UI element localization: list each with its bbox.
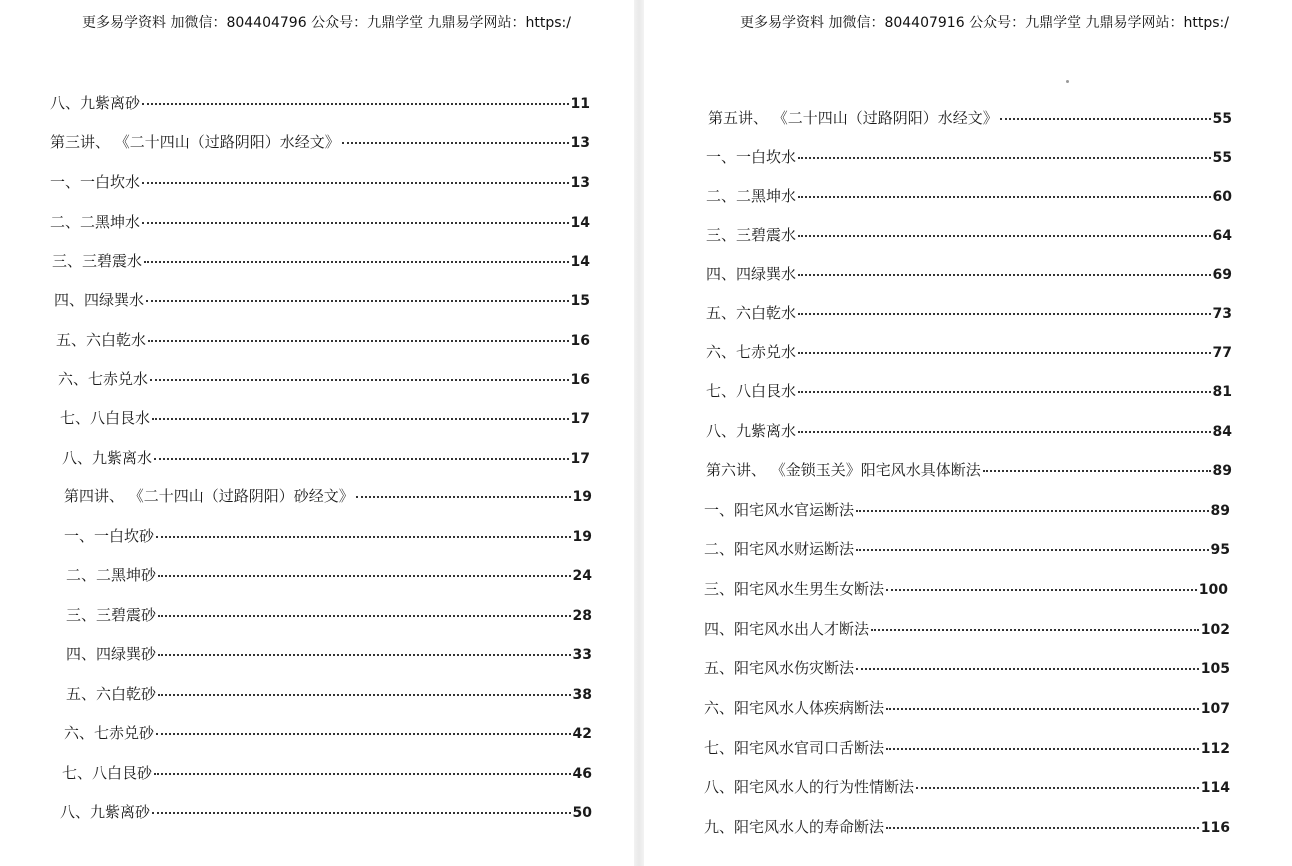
toc-entry [60,801,592,825]
toc-leader-dots [158,654,571,656]
toc-leader-dots [916,787,1199,789]
toc-entry-page-number: 19 [572,489,592,505]
scan-speck [1066,80,1069,83]
toc-entry-page-number: 24 [572,568,592,584]
toc-leader-dots [798,235,1211,237]
toc-entry-title: 六、七赤兑水 [58,370,149,388]
toc-entry-page-number: 17 [570,451,590,467]
toc-entry-page-number: 42 [572,726,592,742]
toc-entry-title: 四、四绿巽水 [54,291,145,309]
right-page-header: 更多易学资料 加微信：804407916 公众号：九鼎学堂 九鼎易学网站：https:/ [740,15,1229,31]
toc-entry-page-number: 17 [570,411,590,427]
toc-leader-dots [158,694,571,696]
toc-entry [704,816,1230,840]
toc-leader-dots [886,708,1199,710]
toc-entry-page-number: 89 [1210,503,1230,519]
toc-entry-page-number: 13 [570,175,590,191]
toc-leader-dots [152,812,571,814]
toc-entry-page-number: 107 [1200,701,1230,717]
toc-entry [60,407,590,431]
toc-entry [708,107,1232,131]
toc-entry [64,525,592,549]
toc-entry-title: 四、阳宅风水出人才断法 [704,620,870,638]
toc-leader-dots [142,103,569,105]
toc-entry-title: 三、三碧震砂 [66,606,157,624]
toc-leader-dots [798,157,1211,159]
toc-entry [706,341,1232,365]
toc-entry-title: 七、八白艮水 [706,382,797,400]
toc-entry [704,538,1230,562]
toc-leader-dots [798,352,1211,354]
toc-entry-title: 四、四绿巽水 [706,265,797,283]
toc-entry [50,171,590,195]
toc-leader-dots [798,313,1211,315]
toc-leader-dots [856,549,1209,551]
toc-entry-title: 六、七赤兑砂 [64,724,155,742]
toc-entry [706,459,1232,483]
toc-entry-page-number: 116 [1200,820,1230,836]
toc-entry-title: 八、九紫离水 [706,422,797,440]
toc-entry-title: 第六讲、 《金锁玉关》阳宅风水具体断法 [706,461,981,479]
toc-leader-dots [798,431,1211,433]
toc-entry-page-number: 15 [570,293,590,309]
toc-entry-page-number: 11 [570,96,590,112]
toc-entry-title: 第五讲、 《二十四山（过路阴阳）水经文》 [708,109,998,127]
toc-entry-title: 八、九紫离砂 [60,803,151,821]
toc-entry [704,697,1230,721]
toc-leader-dots [1000,118,1211,120]
toc-leader-dots [886,827,1199,829]
toc-entry-title: 六、七赤兑水 [706,343,797,361]
toc-leader-dots [342,142,569,144]
toc-entry-page-number: 69 [1212,267,1232,283]
toc-entry-title: 五、六白乾水 [56,331,147,349]
toc-entry-title: 五、阳宅风水伤灾断法 [704,659,855,677]
toc-entry-title: 七、阳宅风水官司口舌断法 [704,739,885,757]
toc-entry-page-number: 19 [572,529,592,545]
left-page [0,0,636,866]
toc-entry [706,224,1232,248]
toc-entry [706,146,1232,170]
toc-entry-page-number: 77 [1212,345,1232,361]
toc-entry-page-number: 100 [1198,582,1228,598]
toc-entry [50,211,590,235]
toc-entry-page-number: 55 [1212,111,1232,127]
toc-entry [50,92,590,116]
toc-entry-title: 二、二黑坤砂 [66,566,157,584]
toc-entry [706,380,1232,404]
toc-entry [62,762,592,786]
toc-entry-title: 四、四绿巽砂 [66,645,157,663]
toc-leader-dots [356,496,571,498]
toc-leader-dots [798,274,1211,276]
toc-entry-page-number: 102 [1200,622,1230,638]
toc-leader-dots [146,300,569,302]
toc-entry-page-number: 84 [1212,424,1232,440]
toc-entry-page-number: 95 [1210,542,1230,558]
toc-entry-title: 五、六白乾砂 [66,685,157,703]
toc-entry-page-number: 105 [1200,661,1230,677]
toc-entry-title: 七、八白艮砂 [62,764,153,782]
toc-entry-page-number: 38 [572,687,592,703]
left-toc-list [0,0,636,866]
toc-leader-dots [886,589,1197,591]
toc-entry [64,485,592,509]
toc-entry [704,776,1230,800]
toc-entry-page-number: 46 [572,766,592,782]
toc-entry [58,368,590,392]
toc-entry-page-number: 112 [1200,741,1230,757]
toc-entry [704,657,1230,681]
toc-entry [52,250,590,274]
toc-leader-dots [156,733,571,735]
toc-entry-title: 三、阳宅风水生男生女断法 [704,580,885,598]
right-toc-list [644,0,1292,866]
toc-leader-dots [871,629,1199,631]
toc-entry-title: 三、三碧震水 [706,226,797,244]
toc-entry-title: 六、阳宅风水人体疾病断法 [704,699,885,717]
toc-leader-dots [158,575,571,577]
toc-entry-page-number: 13 [570,135,590,151]
toc-entry-title: 一、阳宅风水官运断法 [704,501,855,519]
toc-entry-page-number: 89 [1212,463,1232,479]
toc-entry [706,302,1232,326]
toc-entry-page-number: 14 [570,254,590,270]
toc-leader-dots [148,340,569,342]
toc-entry [704,499,1230,523]
toc-leader-dots [154,773,571,775]
toc-entry-page-number: 16 [570,372,590,388]
toc-entry-title: 第四讲、 《二十四山（过路阴阳）砂经文》 [64,487,354,505]
toc-entry [66,643,592,667]
toc-entry [54,289,590,313]
toc-entry [706,263,1232,287]
toc-entry-page-number: 81 [1212,384,1232,400]
toc-entry [66,564,592,588]
toc-entry-title: 九、阳宅风水人的寿命断法 [704,818,885,836]
toc-entry-page-number: 60 [1212,189,1232,205]
toc-leader-dots [154,458,569,460]
toc-entry-title: 二、阳宅风水财运断法 [704,540,855,558]
toc-entry-title: 二、二黑坤水 [706,187,797,205]
toc-leader-dots [156,536,571,538]
toc-entry [64,722,592,746]
toc-entry-page-number: 14 [570,215,590,231]
toc-entry [50,131,590,155]
toc-entry-title: 第三讲、 《二十四山（过路阴阳）水经文》 [50,133,340,151]
toc-entry-title: 一、一白坎水 [50,173,141,191]
toc-entry [66,604,592,628]
toc-entry-title: 五、六白乾水 [706,304,797,322]
toc-leader-dots [158,615,571,617]
toc-entry [706,185,1232,209]
toc-entry [66,683,592,707]
right-page [644,0,1292,866]
toc-entry-title: 三、三碧震水 [52,252,143,270]
toc-entry-page-number: 73 [1212,306,1232,322]
toc-entry-title: 八、阳宅风水人的行为性情断法 [704,778,915,796]
toc-leader-dots [798,196,1211,198]
toc-leader-dots [142,222,569,224]
left-page-header: 更多易学资料 加微信：804404796 公众号：九鼎学堂 九鼎易学网站：https:/ [82,15,571,31]
toc-entry-page-number: 64 [1212,228,1232,244]
toc-entry-title: 一、一白坎砂 [64,527,155,545]
toc-leader-dots [798,391,1211,393]
toc-entry-page-number: 28 [572,608,592,624]
toc-entry-page-number: 114 [1200,780,1230,796]
toc-entry-page-number: 33 [572,647,592,663]
toc-entry [62,447,590,471]
toc-leader-dots [144,261,569,263]
toc-entry-page-number: 55 [1212,150,1232,166]
toc-leader-dots [152,418,569,420]
toc-entry-title: 二、二黑坤水 [50,213,141,231]
toc-leader-dots [983,470,1211,472]
toc-entry [704,737,1230,761]
toc-entry [56,329,590,353]
toc-leader-dots [886,748,1199,750]
toc-entry-title: 一、一白坎水 [706,148,797,166]
toc-entry [706,420,1232,444]
toc-leader-dots [150,379,569,381]
toc-entry-page-number: 50 [572,805,592,821]
toc-entry [704,578,1228,602]
toc-entry [704,618,1230,642]
toc-leader-dots [142,182,569,184]
toc-leader-dots [856,668,1199,670]
toc-leader-dots [856,510,1209,512]
toc-entry-title: 八、九紫离水 [62,449,153,467]
toc-entry-title: 八、九紫离砂 [50,94,141,112]
toc-entry-page-number: 16 [570,333,590,349]
toc-entry-title: 七、八白艮水 [60,409,151,427]
